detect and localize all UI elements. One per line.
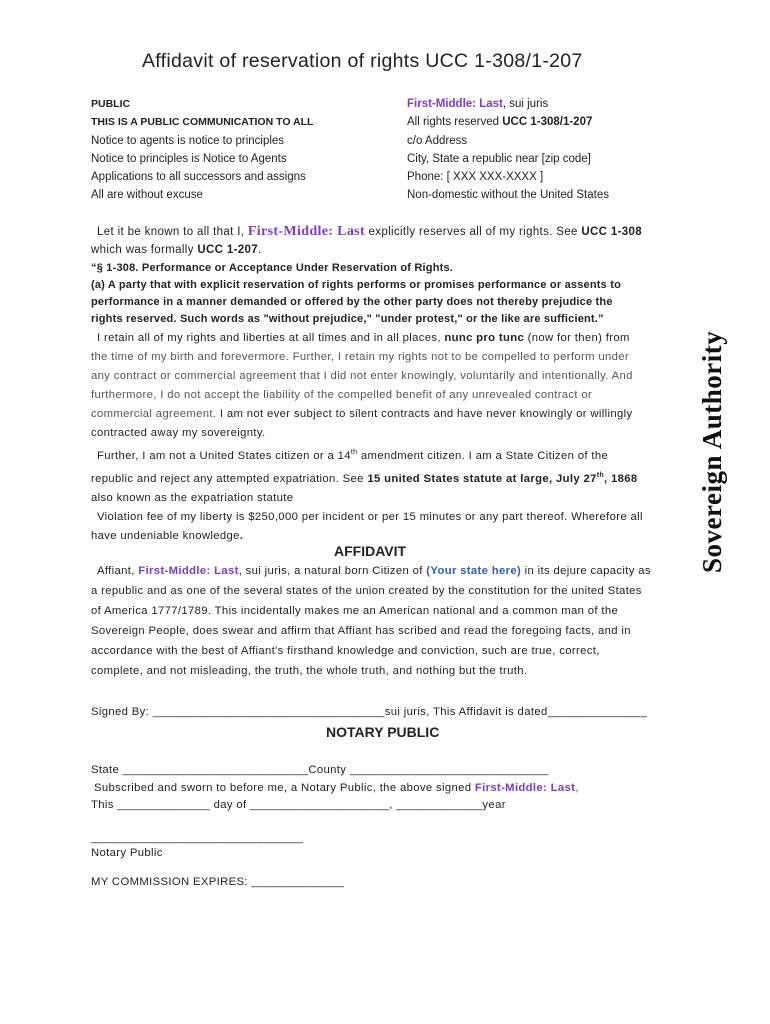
- header-city: City, State a republic near [zip code]: [407, 153, 591, 165]
- retain-text: I retain all of my rights and liberties at all times and in all places,: [97, 332, 445, 344]
- affidavit-line-5: accordance with the best of Affiant's firsthand knowledge and conviction, such are true, correct,: [91, 645, 600, 657]
- notary-block: [91, 762, 579, 815]
- retain-line-3: any contract or commercial agreement that I did not enter knowingly, voluntarily and intentionally. And: [91, 370, 633, 382]
- superscript: th: [350, 449, 358, 456]
- header-notice-agents: Notice to agents is notice to principles: [91, 135, 285, 147]
- ucc-quote: [91, 260, 621, 328]
- right-header: [407, 95, 609, 204]
- header-name-line: [407, 95, 609, 113]
- intro-text: Let it be known to all that I,: [97, 226, 248, 238]
- affidavit-text-2: , sui juris, a natural born Citizen of: [238, 565, 427, 577]
- affidavit-line-2: a republic and as one of the several states of the union created by the constitution for the united States: [91, 585, 642, 597]
- affidavit-line-6: complete, and not misleading, the truth, the whole truth, and nothing but the truth.: [91, 665, 528, 677]
- affiant-name: First-Middle: Last: [138, 565, 239, 577]
- notary-state-county-line[interactable]: State ____________________________County ______________________________: [91, 764, 549, 776]
- retain-text-2: (now for then) from: [524, 332, 630, 344]
- retain-line-2: the time of my birth and forevermore. Further, I retain my rights not to be compelled to perform under: [91, 351, 630, 363]
- affidavit-line-4: Sovereign People, does swear and affirm that Affiant has scribed and read the foregoing facts, and in: [91, 625, 631, 637]
- quote-title: “§ 1-308. Performance or Acceptance Under Reservation of Rights.: [91, 262, 454, 274]
- header-rights-line: [407, 113, 609, 131]
- rights-code: UCC 1-308/1-207: [502, 116, 593, 128]
- intro-code: UCC 1-308: [581, 226, 643, 238]
- affidavit-heading: AFFIDAVIT: [334, 543, 407, 559]
- signature-line[interactable]: Signed By: ___________________________________sui juris, This Affidavit is dated_______________: [91, 706, 648, 718]
- notary-heading: NOTARY PUBLIC: [326, 724, 440, 740]
- intro-line-1: [97, 222, 642, 242]
- superscript-2: th: [596, 471, 605, 479]
- retain-text-7: republic and reject any attempted expatriation. See: [91, 472, 368, 485]
- retain-text-5: Further, I am not a United States citizen or a 14: [97, 449, 351, 462]
- header-without-excuse: All are without excuse: [91, 189, 203, 201]
- statute-year: , 1868: [604, 472, 638, 485]
- header-public: PUBLIC: [91, 98, 131, 110]
- nunc-pro-tunc: nunc pro tunc: [444, 332, 525, 344]
- notary-public-label: Notary Public: [91, 847, 163, 859]
- retain-line-5: [91, 405, 643, 424]
- affidavit-text: Affiant,: [97, 565, 139, 577]
- notary-comma: ,: [575, 781, 579, 794]
- notary-sworn-line: [91, 780, 579, 798]
- quote-line-1: (a) A party that with explicit reservation of rights performs or promises performance or assents to: [91, 279, 621, 291]
- header-notice-principles: Notice to principles is Notice to Agents: [91, 153, 287, 165]
- retain-line-4: furthermore, I do not accept the liability of the compelled benefit of any unrevealed contract or: [91, 389, 593, 401]
- notary-signature-blank[interactable]: ________________________________: [91, 832, 304, 844]
- retain-line-8: [91, 466, 643, 489]
- left-header: [91, 95, 313, 204]
- intro-code-2: UCC 1-207: [197, 244, 259, 256]
- retain-period: .: [239, 529, 244, 542]
- retain-line-1: [91, 329, 643, 348]
- notary-date-line[interactable]: This ______________ day of _____________________, _____________year: [91, 799, 506, 811]
- side-banner: Sovereign Authority: [697, 330, 727, 573]
- affidavit-paragraph: [91, 561, 651, 681]
- intro-text-3: which was formally: [91, 244, 198, 256]
- header-address: c/o Address: [407, 135, 468, 147]
- retain-text-6: amendment citizen. I am a State Citizen of the: [357, 449, 609, 462]
- document-title: Affidavit of reservation of rights UCC 1-308/1-207: [142, 50, 583, 72]
- intro-text-2: explicitly reserves all of my rights. See: [364, 226, 582, 238]
- intro-line-2: [91, 241, 262, 260]
- retain-text-3: commercial agreement.: [91, 408, 217, 420]
- notary-sworn-name: First-Middle: Last: [474, 781, 576, 794]
- header-successors: Applications to all successors and assigns: [91, 171, 306, 183]
- commission-expires-line[interactable]: MY COMMISSION EXPIRES: ______________: [91, 876, 345, 888]
- affidavit-text-3: in its dejure capacity as: [521, 565, 651, 577]
- retain-text-4: I am not ever subject to silent contracts and have never knowingly or willingly: [216, 408, 633, 420]
- retain-text-8: have undeniable knowledge: [91, 529, 240, 542]
- affidavit-line-3: of America 1777/1789. This incidentally makes me an American national and a common man of the: [91, 605, 619, 617]
- notary-sworn-text: Subscribed and sworn to before me, a Notary Public, the above signed: [94, 781, 475, 794]
- rights-prefix: All rights reserved: [407, 116, 503, 128]
- quote-line-3: rights reserved. Such words as "without prejudice," "under protest," or the like are sufficient.”: [91, 313, 604, 325]
- intro-period: .: [258, 244, 262, 256]
- affidavit-line-1: [91, 561, 651, 581]
- quote-line-2: performance in a manner demanded or offered by the other party does not thereby prejudice the: [91, 296, 613, 308]
- statute-ref: 15 united States statute at large, July 27: [367, 472, 597, 485]
- retain-line-7: [91, 443, 643, 466]
- retain-line-9: also known as the expatriation statute: [91, 491, 294, 504]
- affiant-state: (Your state here): [426, 565, 522, 577]
- header-nondomestic: Non-domestic without the United States: [407, 189, 609, 201]
- retain-line-10: Violation fee of my liberty is $250,000 per incident or per 15 minutes or any part thereof. Wherefore all: [97, 510, 643, 523]
- header-phone: Phone: [ XXX XXX-XXXX ]: [407, 171, 544, 183]
- header-name: First-Middle: Last: [407, 98, 503, 110]
- header-communication: THIS IS A PUBLIC COMMUNICATION TO ALL: [91, 116, 314, 128]
- retain-paragraph: [91, 329, 643, 546]
- intro-name: First-Middle: Last: [247, 224, 365, 239]
- header-name-suffix: , sui juris: [502, 98, 549, 110]
- retain-line-6: contracted away my sovereignty.: [91, 427, 266, 439]
